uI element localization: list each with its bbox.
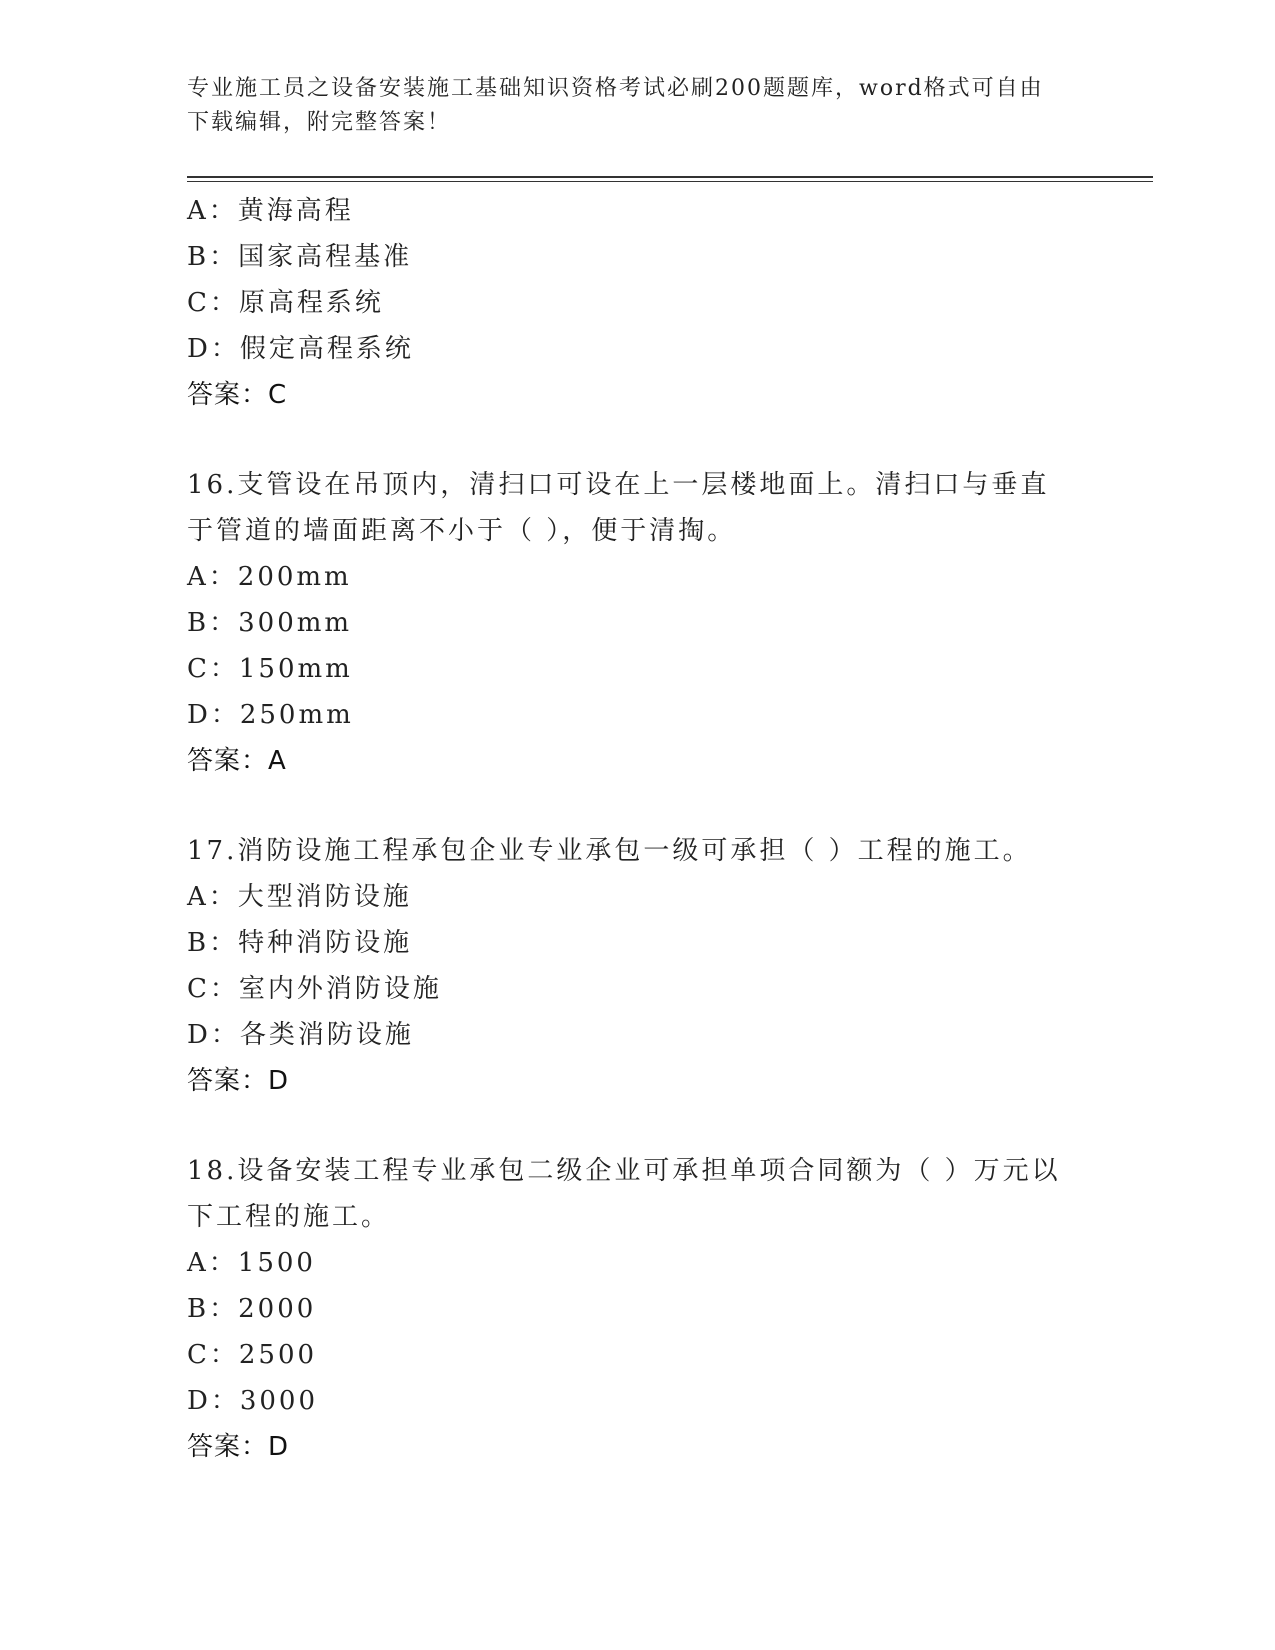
document-header: 专业施工员之设备安装施工基础知识资格考试必刷200题题库，word格式可自由下载编辑，附完整答案！ [187,76,1044,135]
question-18 [187,1148,1087,1470]
option-d: D：各类消防设施 [187,1020,414,1050]
option-a: A：200mm [187,562,352,592]
answer-label: 答案：C [187,380,288,410]
answer-label: 答案：A [187,746,287,776]
spacer [187,418,1087,462]
option-b: B：国家高程基准 [187,242,413,272]
header-divider-thick [187,176,1153,178]
option-b: B：300mm [187,608,353,638]
question-15-continued [187,188,1087,418]
option-a: A：黄海高程 [187,196,354,226]
option-d: D：假定高程系统 [187,334,414,364]
option-b: B：2000 [187,1294,317,1324]
option-c: C：室内外消防设施 [187,974,442,1004]
option-d: D：250mm [187,700,354,730]
answer-label: 答案：D [187,1432,290,1462]
question-stem: 18.设备安装工程专业承包二级企业可承担单项合同额为（ ）万元以下工程的施工。 [187,1156,1061,1232]
option-c: C：2500 [187,1340,318,1370]
question-16 [187,462,1087,784]
option-c: C：原高程系统 [187,288,384,318]
option-c: C：150mm [187,654,353,684]
question-17 [187,828,1087,1104]
spacer [187,784,1087,828]
option-a: A：大型消防设施 [187,882,412,912]
option-b: B：特种消防设施 [187,928,413,958]
question-stem: 17.消防设施工程承包企业专业承包一级可承担（ ）工程的施工。 [187,836,1032,866]
question-stem: 16.支管设在吊顶内，清扫口可设在上一层楼地面上。清扫口与垂直于管道的墙面距离不小于（ ），便于清掏。 [187,470,1050,546]
option-d: D：3000 [187,1386,319,1416]
question-list [187,188,1087,1470]
answer-label: 答案：D [187,1066,290,1096]
spacer [187,1104,1087,1148]
header-divider-thin [187,181,1153,182]
option-a: A：1500 [187,1248,316,1278]
